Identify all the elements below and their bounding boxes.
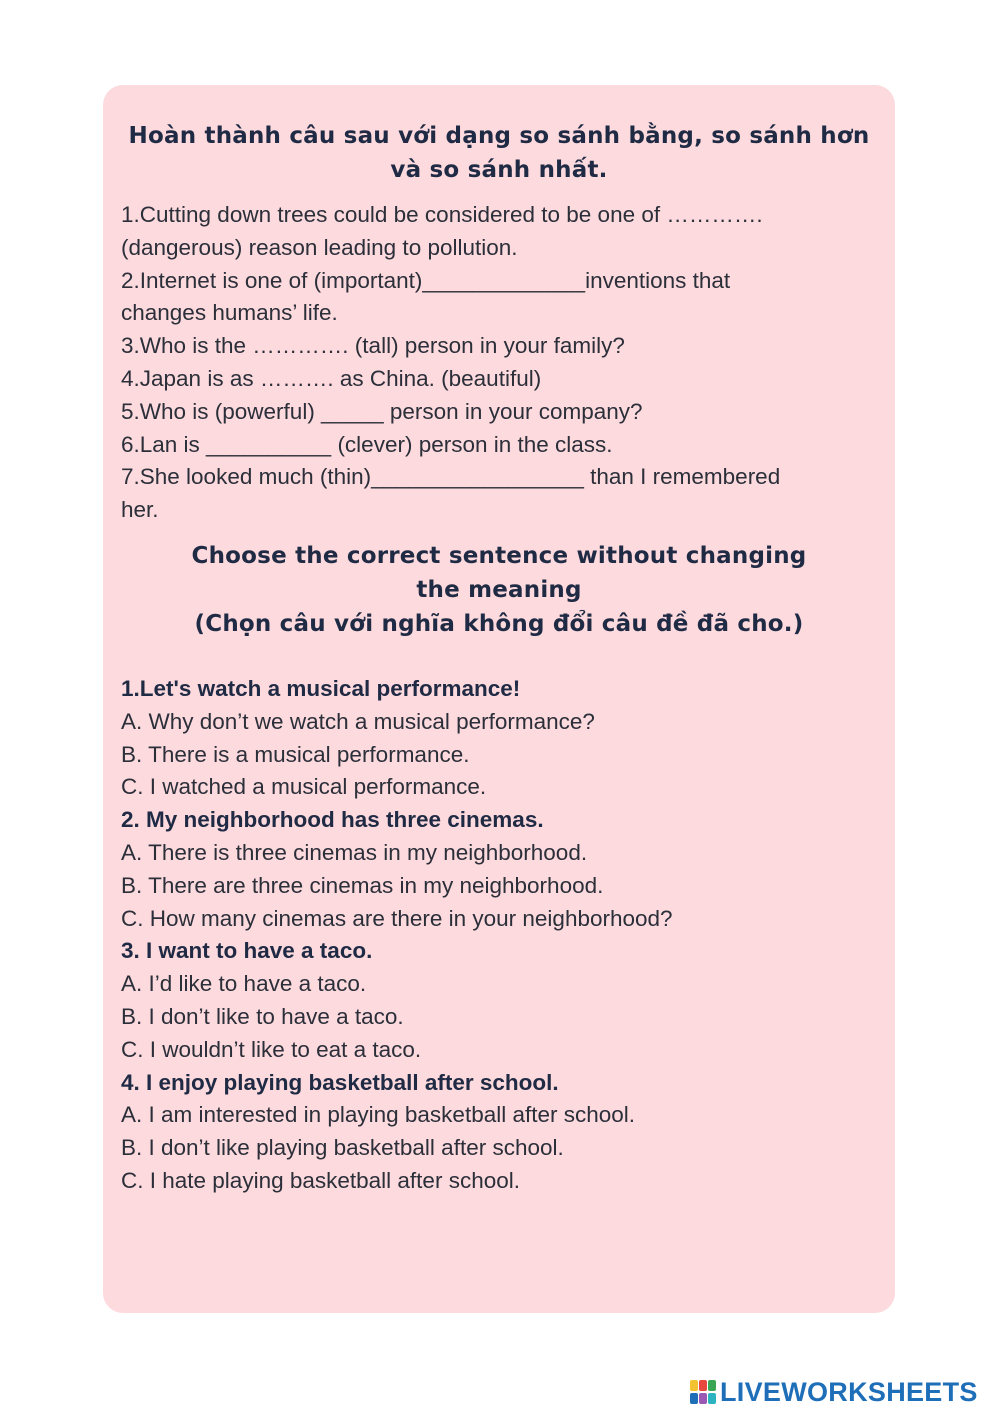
logo-tile: [708, 1393, 716, 1404]
section-2-question-list: [121, 673, 877, 1198]
section-1-heading: [121, 119, 877, 187]
section-2-heading-line-1: Choose the correct sentence without changing: [191, 542, 807, 569]
answer-option: B. There is a musical performance.: [121, 741, 470, 767]
exercise-line: 6.Lan is __________ (clever) person in the class.: [121, 431, 613, 457]
logo-tile: [708, 1380, 716, 1391]
question-prompt: 3. I want to have a taco.: [121, 938, 373, 964]
exercise-line: 7.She looked much (thin)_________________ than I remembered: [121, 464, 781, 490]
exercise-line: her.: [121, 497, 159, 523]
section-2-heading-line-3: (Chọn câu với nghĩa không đổi câu đề đã cho.): [194, 610, 804, 637]
answer-option: C. I hate playing basketball after school.: [121, 1167, 520, 1193]
answer-option: C. How many cinemas are there in your neighborhood?: [121, 905, 673, 931]
exercise-line: changes humans’ life.: [121, 300, 338, 326]
answer-option: B. I don’t like to have a taco.: [121, 1003, 404, 1029]
answer-option: C. I watched a musical performance.: [121, 774, 487, 800]
exercise-line: 1.Cutting down trees could be considered to be one of ………….: [121, 202, 763, 227]
liveworksheets-logo[interactable]: [690, 1378, 978, 1406]
logo-tile: [690, 1380, 698, 1391]
question-prompt: 2. My neighborhood has three cinemas.: [121, 807, 544, 833]
liveworksheets-logo-text: LIVEWORKSHEETS: [720, 1376, 978, 1407]
section-2-heading: [121, 539, 877, 641]
section-1-exercise-list: [121, 199, 877, 527]
answer-option: B. There are three cinemas in my neighborhood.: [121, 872, 604, 898]
logo-tile: [699, 1380, 707, 1391]
answer-option: A. I am interested in playing basketball after school.: [121, 1102, 636, 1128]
answer-option: A. There is three cinemas in my neighborhood.: [121, 839, 588, 865]
answer-option: A. I’d like to have a taco.: [121, 971, 367, 997]
exercise-line: (dangerous) reason leading to pollution.: [121, 234, 518, 260]
answer-option: C. I wouldn’t like to eat a taco.: [121, 1036, 422, 1062]
question-prompt: 1.Let's watch a musical performance!: [121, 675, 521, 701]
section-2-heading-line-2: the meaning: [416, 576, 582, 603]
worksheet-card: [103, 85, 895, 1313]
logo-tile: [690, 1393, 698, 1404]
answer-option: B. I don’t like playing basketball after school.: [121, 1135, 564, 1161]
section-1-heading-line-2: và so sánh nhất.: [390, 157, 608, 183]
exercise-line: 4.Japan is as ………. as China. (beautiful): [121, 365, 542, 391]
exercise-line: 2.Internet is one of (important)_____________inventions that: [121, 267, 731, 293]
exercise-line: 5.Who is (powerful) _____ person in your company?: [121, 398, 643, 424]
question-prompt: 4. I enjoy playing basketball after school.: [121, 1069, 559, 1095]
exercise-line: 3.Who is the …………. (tall) person in your family?: [121, 333, 625, 359]
answer-option: A. Why don’t we watch a musical performance?: [121, 708, 595, 734]
section-1-heading-line-1: Hoàn thành câu sau với dạng so sánh bằng, so sánh hơn: [128, 123, 870, 149]
liveworksheets-logo-icon: [690, 1380, 716, 1404]
logo-tile: [699, 1393, 707, 1404]
